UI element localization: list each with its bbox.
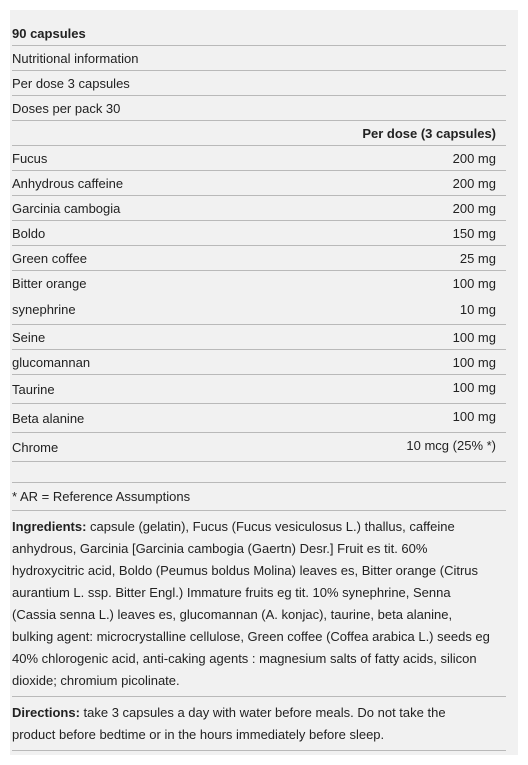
ingredient-name: synephrine (12, 302, 76, 317)
ingredient-amount: 100 mg (452, 330, 496, 345)
table-row (12, 171, 506, 196)
directions-paragraph (12, 702, 506, 746)
product-notes (12, 482, 506, 751)
ingredients-text: capsule (gelatin), Fucus (Fucus vesiculosus L.) thallus, caffeine anhydrous, Garcinia [Garcinia cambogia (Gaertn) Desr.] Fruit es tit. 60% hydroxycitric acid, Boldo (Peumus boldus Molina) leaves es, Bitter orange (Citrus aurantium L. ssp. Bitter Engl.) Immature fruits eg tit. 10% synephrine, Senna (Cassia senna L.) leaves es, glucomannan (A. konjac), taurine, beta alanine, bulking agent: microcrystalline cellulose, Green coffee (Coffea arabica L.) seeds eg 40% chlorogenic acid, anti-caking agents : magnesium salts of fatty acids, silicon dioxide; chromium picolinate. (12, 519, 490, 688)
ingredient-name: Chrome (12, 440, 59, 455)
reference-note (12, 482, 506, 511)
column-header: Per dose (3 capsules) (362, 126, 496, 141)
ingredient-name: Green coffee (12, 251, 87, 266)
capsules-title: 90 capsules (12, 26, 86, 41)
ingredient-amount: 200 mg (452, 151, 496, 166)
directions-label: Directions: (12, 705, 80, 720)
per-dose-row (12, 71, 506, 96)
ingredient-amount: 200 mg (452, 176, 496, 191)
ingredient-name: Beta alanine (12, 411, 85, 426)
ingredient-name: Fucus (12, 151, 48, 166)
table-row (12, 404, 506, 433)
table-row (12, 350, 506, 375)
ingredient-name: Seine (12, 330, 46, 345)
ingredient-amount: 100 mg (452, 409, 496, 424)
ingredient-amount: 100 mg (452, 380, 496, 395)
ingredient-amount: 200 mg (452, 201, 496, 216)
per-dose-label: Per dose 3 capsules (12, 76, 130, 91)
doses-per-pack-label: Doses per pack 30 (12, 101, 121, 116)
column-header-row (12, 121, 506, 146)
table-row (12, 196, 506, 221)
nutritional-info-label: Nutritional information (12, 51, 139, 66)
ingredient-amount: 25 mg (459, 251, 496, 266)
directions-section (12, 697, 506, 751)
ingredient-name: glucomannan (12, 355, 91, 370)
ingredient-name: Garcinia cambogia (12, 201, 121, 216)
table-row (12, 271, 506, 325)
table-row (12, 246, 506, 271)
ingredient-name: Bitter orange (12, 276, 87, 291)
ingredient-name: Boldo (12, 226, 46, 241)
ingredient-name: Taurine (12, 382, 55, 397)
ingredient-amount: 10 mcg (25% *) (406, 438, 496, 453)
table-row (12, 325, 506, 350)
ingredient-name: Anhydrous caffeine (12, 176, 124, 191)
capsules-row (12, 21, 506, 46)
ingredient-amount: 100 mg (452, 276, 496, 291)
nutritional-info-row (12, 46, 506, 71)
table-row (12, 221, 506, 246)
doses-per-pack-row (12, 96, 506, 121)
ingredient-amount: 150 mg (452, 226, 496, 241)
ingredients-section (12, 511, 506, 697)
ingredients-label: Ingredients: (12, 519, 87, 534)
ingredient-amount: 10 mg (459, 302, 496, 317)
reference-text: * AR = Reference Assumptions (12, 489, 191, 504)
table-row (12, 375, 506, 404)
table-row (12, 146, 506, 171)
ingredient-amount: 100 mg (452, 355, 496, 370)
directions-text: take 3 capsules a day with water before meals. Do not take the product before bedtime or in the hours immediately before sleep. (12, 705, 446, 742)
table-row (12, 433, 506, 462)
nutrition-table (12, 21, 506, 462)
ingredients-paragraph (12, 516, 506, 692)
